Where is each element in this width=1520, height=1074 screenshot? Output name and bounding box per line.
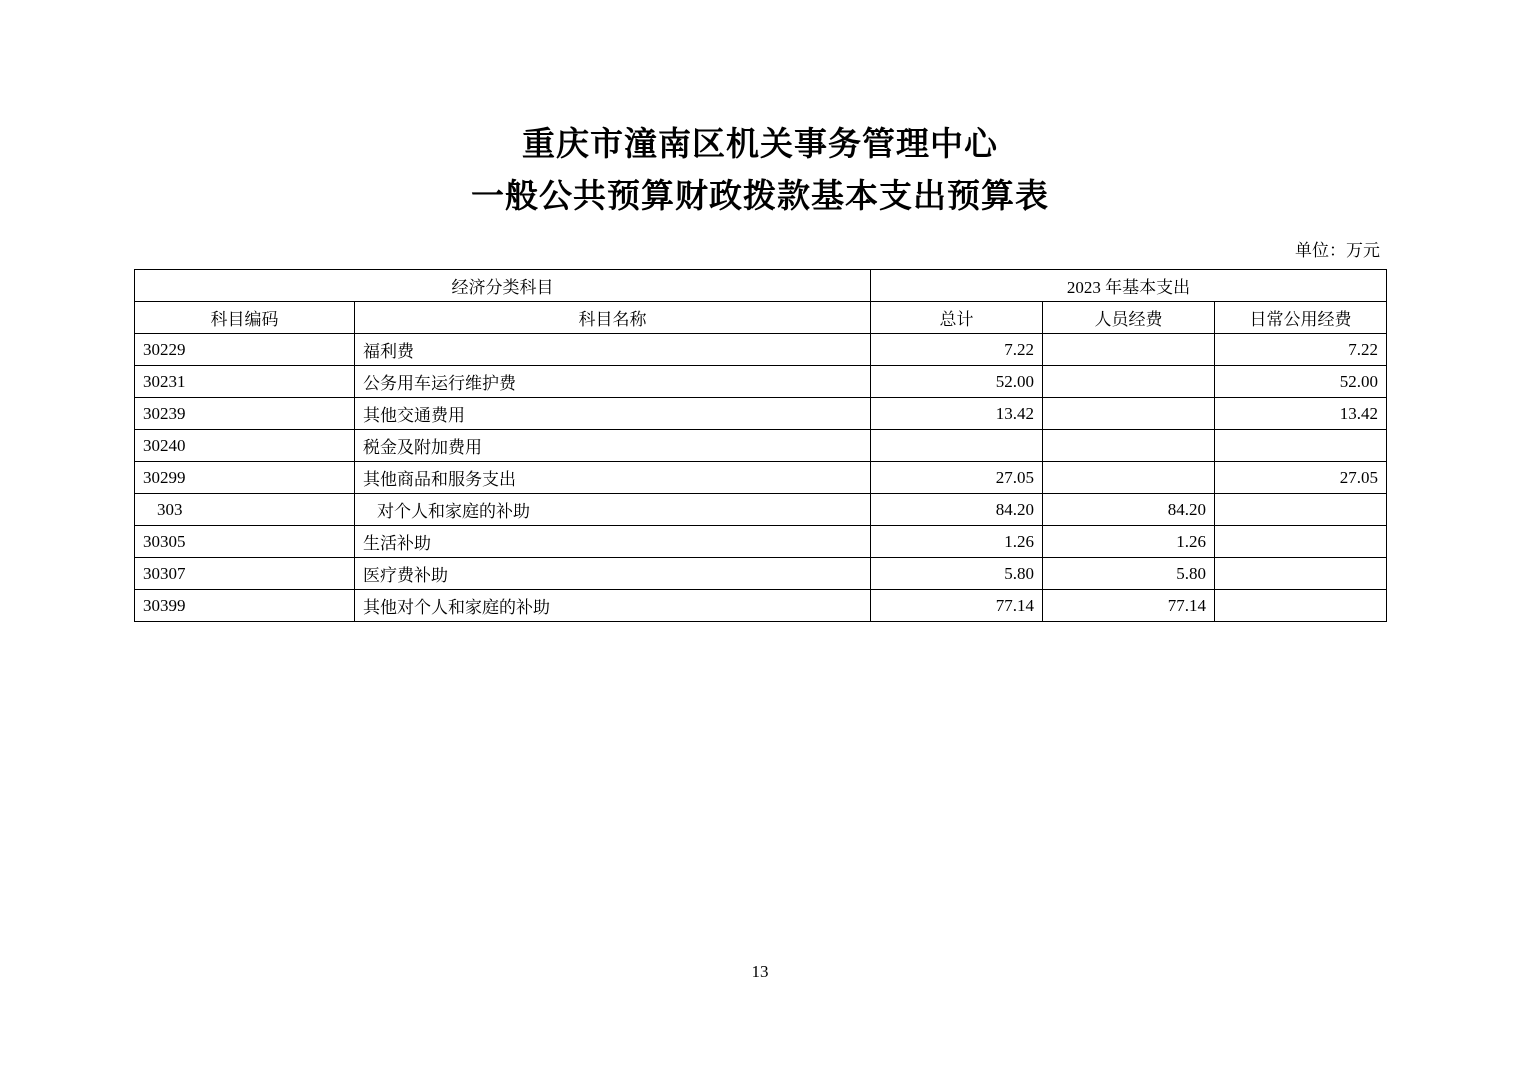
cell-name: 对个人和家庭的补助 (355, 494, 871, 526)
cell-name: 其他商品和服务支出 (355, 462, 871, 494)
cell-code: 30299 (135, 462, 355, 494)
page-title (0, 118, 1520, 222)
cell-total: 7.22 (871, 334, 1043, 366)
title-line-2: 一般公共预算财政拨款基本支出预算表 (471, 177, 1049, 214)
cell-code: 30240 (135, 430, 355, 462)
cell-personnel (1043, 398, 1215, 430)
cell-total: 27.05 (871, 462, 1043, 494)
cell-daily (1215, 494, 1387, 526)
cell-name: 其他对个人和家庭的补助 (355, 590, 871, 622)
cell-code: 30231 (135, 366, 355, 398)
column-header-total: 总计 (871, 302, 1043, 334)
table-row (135, 430, 1387, 462)
cell-personnel (1043, 334, 1215, 366)
cell-code: 30305 (135, 526, 355, 558)
cell-code: 30307 (135, 558, 355, 590)
cell-total: 1.26 (871, 526, 1043, 558)
cell-total: 13.42 (871, 398, 1043, 430)
cell-daily: 13.42 (1215, 398, 1387, 430)
page-number: 13 (751, 962, 769, 981)
header-economic-category: 经济分类科目 (135, 270, 871, 302)
table-row (135, 398, 1387, 430)
cell-name: 其他交通费用 (355, 398, 871, 430)
cell-name: 医疗费补助 (355, 558, 871, 590)
cell-total: 52.00 (871, 366, 1043, 398)
cell-daily (1215, 430, 1387, 462)
cell-code: 30239 (135, 398, 355, 430)
table-row (135, 462, 1387, 494)
cell-total: 77.14 (871, 590, 1043, 622)
cell-total: 84.20 (871, 494, 1043, 526)
table-row (135, 558, 1387, 590)
cell-name: 生活补助 (355, 526, 871, 558)
table-header-group-row (135, 270, 1387, 302)
cell-personnel (1043, 462, 1215, 494)
cell-personnel: 5.80 (1043, 558, 1215, 590)
table-row (135, 494, 1387, 526)
cell-code: 30399 (135, 590, 355, 622)
table-body (135, 334, 1387, 622)
cell-daily (1215, 590, 1387, 622)
budget-table (134, 269, 1387, 622)
unit-note: 单位：万元 (1295, 241, 1380, 260)
header-basic-expenditure: 2023 年基本支出 (871, 270, 1387, 302)
cell-name: 公务用车运行维护费 (355, 366, 871, 398)
cell-daily (1215, 526, 1387, 558)
column-header-name: 科目名称 (355, 302, 871, 334)
cell-total: 5.80 (871, 558, 1043, 590)
cell-personnel: 77.14 (1043, 590, 1215, 622)
table-header-column-row (135, 302, 1387, 334)
table-row (135, 334, 1387, 366)
cell-code: 303 (135, 494, 355, 526)
cell-code: 30229 (135, 334, 355, 366)
table-row (135, 526, 1387, 558)
table-row (135, 366, 1387, 398)
cell-personnel: 1.26 (1043, 526, 1215, 558)
cell-daily (1215, 558, 1387, 590)
column-header-code: 科目编码 (135, 302, 355, 334)
cell-personnel: 84.20 (1043, 494, 1215, 526)
table-row (135, 590, 1387, 622)
cell-daily: 27.05 (1215, 462, 1387, 494)
cell-personnel (1043, 430, 1215, 462)
title-line-1: 重庆市潼南区机关事务管理中心 (522, 125, 998, 162)
budget-table-container (134, 269, 1386, 622)
cell-name: 税金及附加费用 (355, 430, 871, 462)
column-header-daily: 日常公用经费 (1215, 302, 1387, 334)
cell-personnel (1043, 366, 1215, 398)
cell-total (871, 430, 1043, 462)
column-header-personnel: 人员经费 (1043, 302, 1215, 334)
cell-name: 福利费 (355, 334, 871, 366)
cell-daily: 7.22 (1215, 334, 1387, 366)
cell-daily: 52.00 (1215, 366, 1387, 398)
